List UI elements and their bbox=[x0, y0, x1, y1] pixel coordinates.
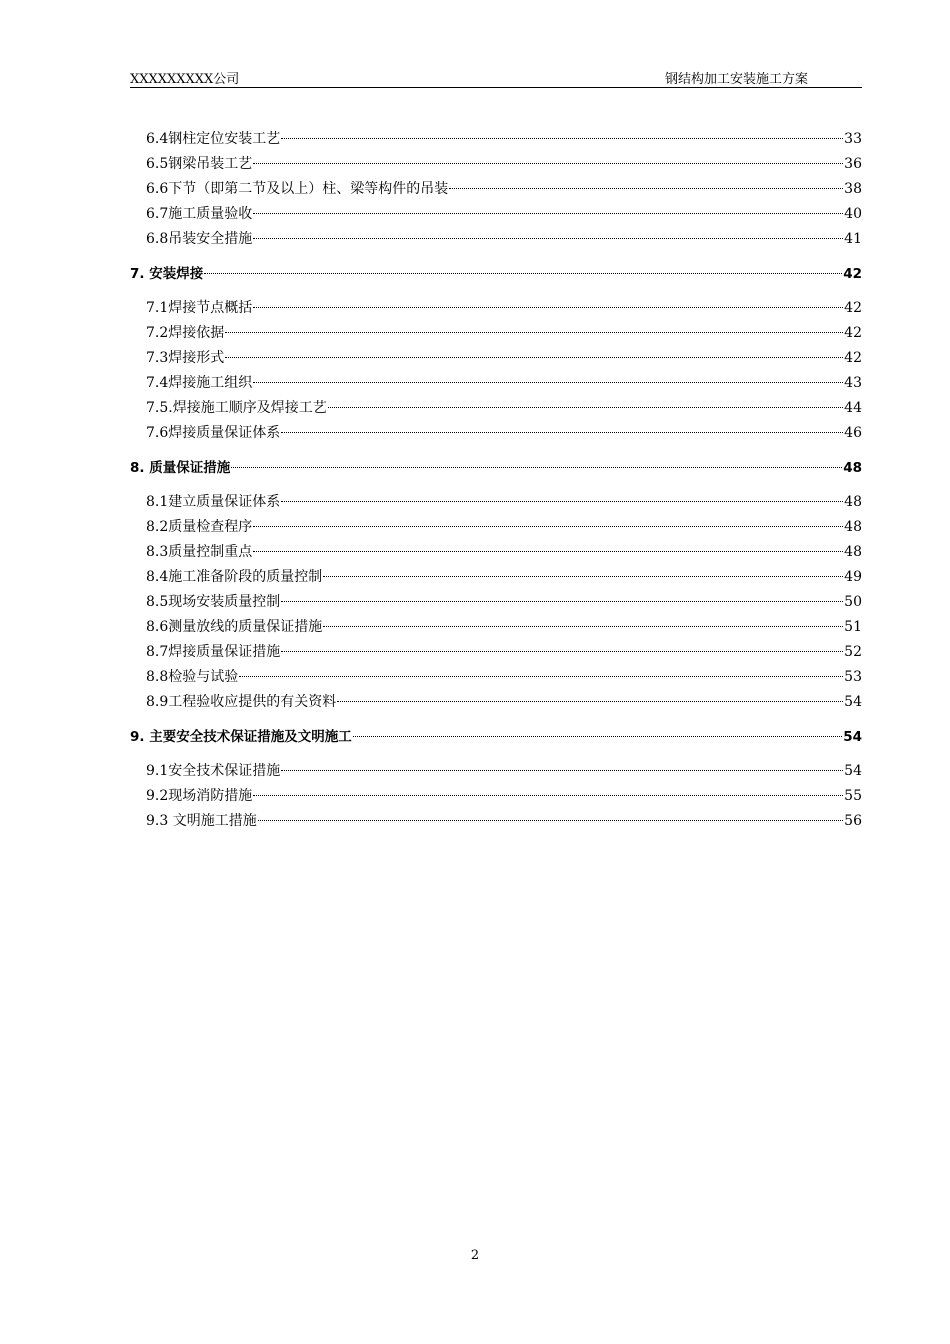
toc-leader-dots bbox=[323, 626, 843, 627]
page-header bbox=[130, 66, 862, 88]
toc-entry-label: 7.4焊接施工组织 bbox=[146, 375, 253, 391]
toc-leader-dots bbox=[253, 795, 843, 796]
toc-section-entry[interactable] bbox=[130, 127, 862, 152]
toc-entry-page: 44 bbox=[844, 400, 862, 416]
toc-leader-dots bbox=[353, 736, 842, 737]
toc-leader-dots bbox=[204, 273, 842, 274]
toc-leader-dots bbox=[281, 501, 843, 502]
page-number: 2 bbox=[470, 1248, 480, 1263]
toc-leader-dots bbox=[253, 551, 843, 552]
toc-leader-dots bbox=[328, 407, 843, 408]
toc-entry-label: 8.6测量放线的质量保证措施 bbox=[146, 619, 323, 635]
toc-section-entry[interactable] bbox=[130, 690, 862, 715]
toc-chapter-entry[interactable] bbox=[130, 456, 862, 481]
toc-leader-dots bbox=[337, 701, 843, 702]
toc-entry-page: 42 bbox=[844, 325, 862, 341]
toc-leader-dots bbox=[239, 676, 843, 677]
toc-entry-label: 8. 质量保证措施 bbox=[130, 460, 231, 476]
toc-entry-label: 9.3 文明施工措施 bbox=[146, 813, 257, 829]
toc-entry-label: 7.3焊接形式 bbox=[146, 350, 225, 366]
toc-entry-label: 8.8检验与试验 bbox=[146, 669, 239, 685]
toc-entry-page: 42 bbox=[843, 266, 862, 282]
toc-entry-label: 8.9工程验收应提供的有关资料 bbox=[146, 694, 337, 710]
toc-entry-label: 6.5钢梁吊装工艺 bbox=[146, 156, 253, 172]
toc-leader-dots bbox=[323, 576, 843, 577]
toc-entry-page: 38 bbox=[844, 181, 862, 197]
toc-leader-dots bbox=[281, 601, 843, 602]
toc-leader-dots bbox=[281, 770, 843, 771]
toc-chapter-entry[interactable] bbox=[130, 725, 862, 750]
toc-section-entry[interactable] bbox=[130, 371, 862, 396]
toc-section-entry[interactable] bbox=[130, 665, 862, 690]
toc-entry-page: 43 bbox=[844, 375, 862, 391]
toc-section-entry[interactable] bbox=[130, 809, 862, 834]
toc-section-entry[interactable] bbox=[130, 296, 862, 321]
toc-leader-dots bbox=[253, 163, 843, 164]
toc-entry-label: 7.1焊接节点概括 bbox=[146, 300, 253, 316]
toc-entry-page: 46 bbox=[844, 425, 862, 441]
toc-entry-page: 48 bbox=[844, 494, 862, 510]
toc-section-entry[interactable] bbox=[130, 540, 862, 565]
toc-section-entry[interactable] bbox=[130, 590, 862, 615]
toc-section-entry[interactable] bbox=[130, 421, 862, 446]
toc-entry-label: 6.7施工质量验收 bbox=[146, 206, 253, 222]
toc-entry-page: 33 bbox=[844, 131, 862, 147]
toc-entry-label: 7.2焊接依据 bbox=[146, 325, 225, 341]
toc-entry-page: 48 bbox=[844, 544, 862, 560]
toc-entry-page: 48 bbox=[844, 519, 862, 535]
toc-leader-dots bbox=[253, 307, 843, 308]
header-doc-title: 钢结构加工安装施工方案 bbox=[664, 72, 808, 87]
toc-section-entry[interactable] bbox=[130, 640, 862, 665]
toc-leader-dots bbox=[281, 651, 843, 652]
toc-entry-page: 52 bbox=[844, 644, 862, 660]
toc-leader-dots bbox=[281, 432, 843, 433]
toc-leader-dots bbox=[281, 138, 843, 139]
toc-section-entry[interactable] bbox=[130, 177, 862, 202]
toc-leader-dots bbox=[253, 382, 843, 383]
toc-section-entry[interactable] bbox=[130, 615, 862, 640]
toc-entry-page: 36 bbox=[844, 156, 862, 172]
toc-chapter-entry[interactable] bbox=[130, 262, 862, 287]
toc-entry-label: 7.5.焊接施工顺序及焊接工艺 bbox=[146, 400, 327, 416]
toc-entry-label: 6.8吊装安全措施 bbox=[146, 231, 253, 247]
toc-entry-page: 55 bbox=[844, 788, 862, 804]
toc-leader-dots bbox=[253, 526, 843, 527]
toc-entry-label: 9.2现场消防措施 bbox=[146, 788, 253, 804]
toc-entry-page: 51 bbox=[844, 619, 862, 635]
toc-entry-label: 8.5现场安装质量控制 bbox=[146, 594, 281, 610]
toc-entry-page: 53 bbox=[844, 669, 862, 685]
toc-entry-label: 9.1安全技术保证措施 bbox=[146, 763, 281, 779]
toc-entry-page: 54 bbox=[844, 694, 862, 710]
toc-section-entry[interactable] bbox=[130, 346, 862, 371]
toc-entry-page: 54 bbox=[844, 763, 862, 779]
toc-section-entry[interactable] bbox=[130, 490, 862, 515]
toc-section-entry[interactable] bbox=[130, 396, 862, 421]
toc-leader-dots bbox=[449, 188, 843, 189]
toc-entry-label: 7.6焊接质量保证体系 bbox=[146, 425, 281, 441]
toc-entry-page: 40 bbox=[844, 206, 862, 222]
toc-entry-label: 8.3质量控制重点 bbox=[146, 544, 253, 560]
toc-entry-page: 48 bbox=[843, 460, 862, 476]
toc-entry-page: 42 bbox=[844, 300, 862, 316]
toc-leader-dots bbox=[225, 332, 843, 333]
toc-leader-dots bbox=[253, 213, 843, 214]
toc-section-entry[interactable] bbox=[130, 565, 862, 590]
toc-entry-page: 42 bbox=[844, 350, 862, 366]
toc-leader-dots bbox=[258, 820, 843, 821]
toc-leader-dots bbox=[253, 238, 843, 239]
toc-entry-page: 54 bbox=[843, 729, 862, 745]
toc-entry-label: 7. 安装焊接 bbox=[130, 266, 204, 282]
toc-section-entry[interactable] bbox=[130, 202, 862, 227]
toc-entry-page: 56 bbox=[844, 813, 862, 829]
header-company: XXXXXXXXX公司 bbox=[130, 72, 240, 87]
toc-section-entry[interactable] bbox=[130, 227, 862, 252]
toc-section-entry[interactable] bbox=[130, 515, 862, 540]
toc-entry-label: 6.6下节（即第二节及以上）柱、梁等构件的吊装 bbox=[146, 181, 449, 197]
toc-leader-dots bbox=[225, 357, 843, 358]
toc-entry-page: 41 bbox=[844, 231, 862, 247]
toc-entry-label: 8.1建立质量保证体系 bbox=[146, 494, 281, 510]
toc-section-entry[interactable] bbox=[130, 759, 862, 784]
table-of-contents bbox=[130, 127, 862, 834]
toc-entry-label: 8.4施工准备阶段的质量控制 bbox=[146, 569, 323, 585]
toc-section-entry[interactable] bbox=[130, 321, 862, 346]
toc-section-entry[interactable] bbox=[130, 784, 862, 809]
toc-entry-page: 50 bbox=[844, 594, 862, 610]
toc-section-entry[interactable] bbox=[130, 152, 862, 177]
toc-entry-label: 6.4钢柱定位安装工艺 bbox=[146, 131, 281, 147]
toc-leader-dots bbox=[231, 467, 842, 468]
toc-entry-label: 8.2质量检查程序 bbox=[146, 519, 253, 535]
toc-entry-page: 49 bbox=[844, 569, 862, 585]
toc-entry-label: 9. 主要安全技术保证措施及文明施工 bbox=[130, 729, 352, 745]
toc-entry-label: 8.7焊接质量保证措施 bbox=[146, 644, 281, 660]
